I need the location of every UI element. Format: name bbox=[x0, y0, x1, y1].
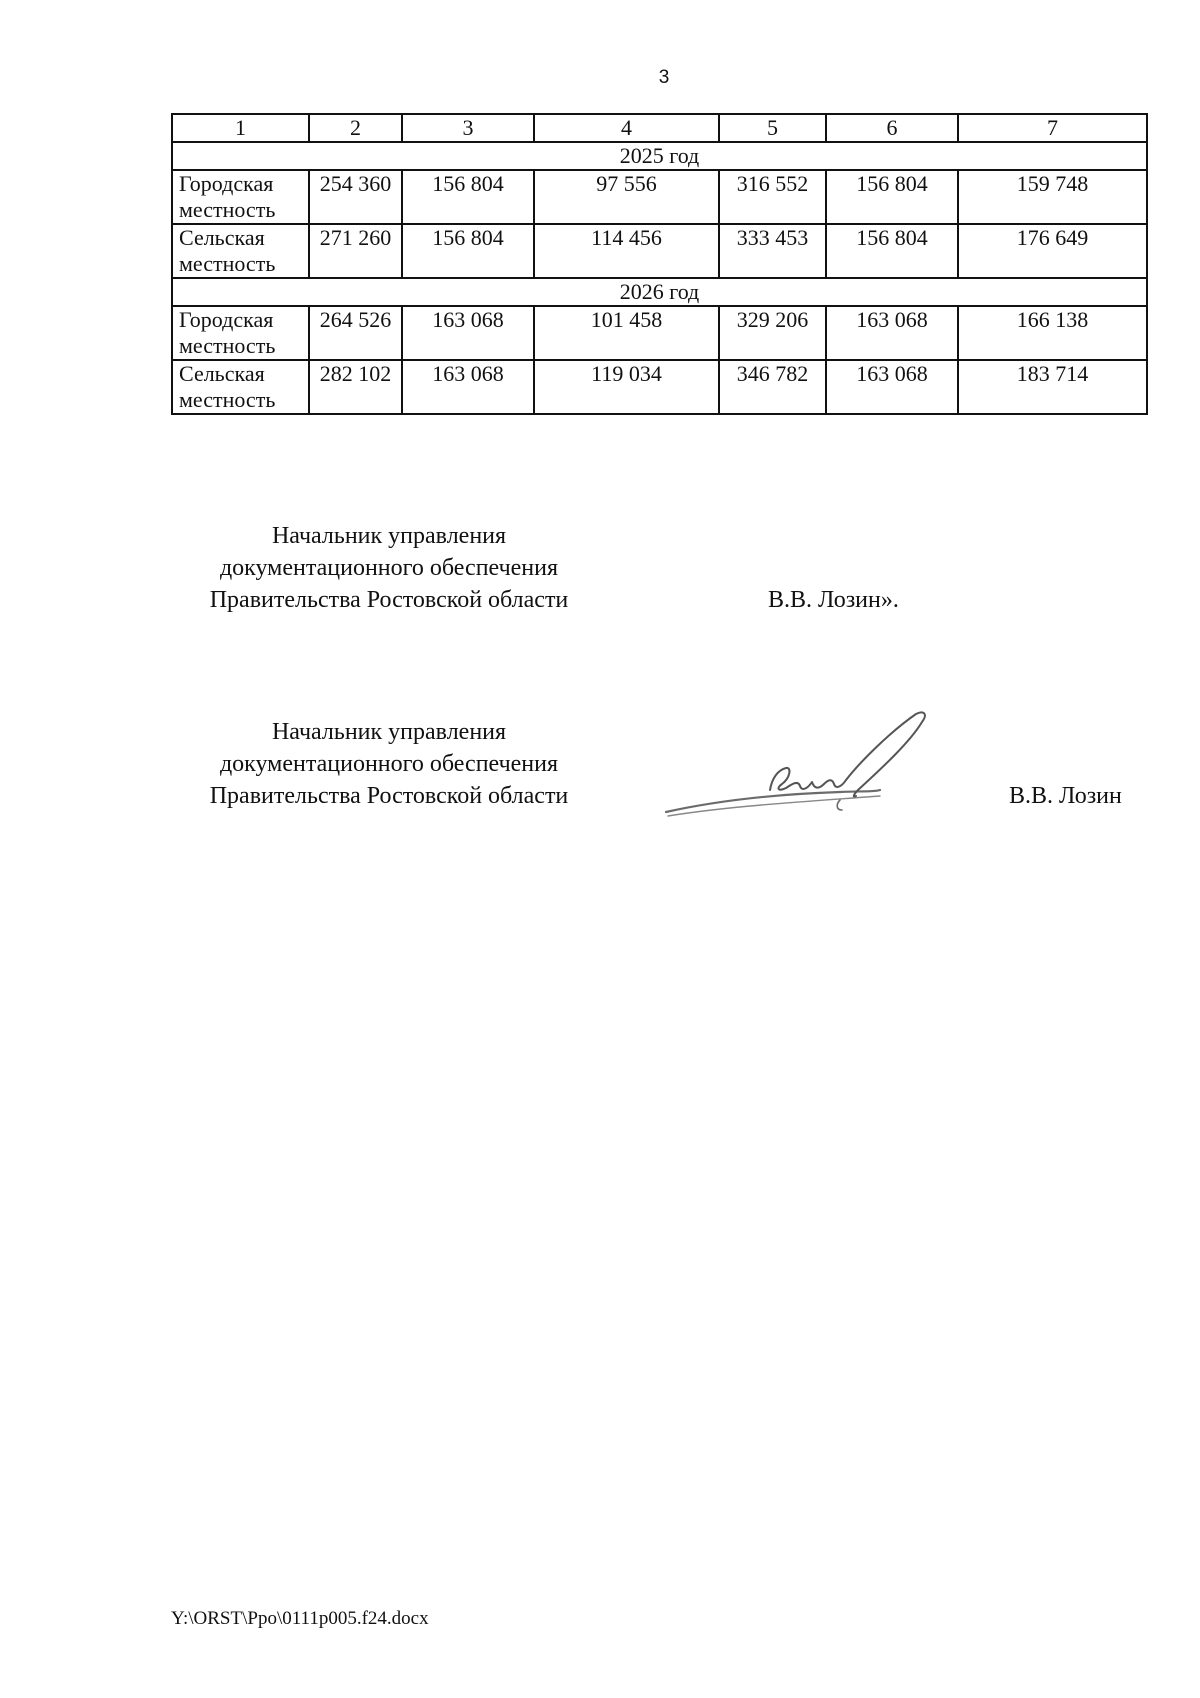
table-cell: 159 748 bbox=[958, 170, 1147, 224]
table-row bbox=[172, 360, 1147, 414]
signatory-name: В.В. Лозин bbox=[1009, 783, 1122, 809]
column-header: 1 bbox=[172, 114, 309, 142]
table-cell: 156 804 bbox=[402, 224, 534, 278]
column-header: 2 bbox=[309, 114, 402, 142]
table-cell: 163 068 bbox=[826, 306, 958, 360]
table-cell: 329 206 bbox=[719, 306, 826, 360]
column-header: 3 bbox=[402, 114, 534, 142]
signature-title-line: Правительства Ростовской области bbox=[209, 587, 569, 613]
table-cell: 114 456 bbox=[534, 224, 719, 278]
row-label: Сельская местность bbox=[172, 224, 309, 278]
table-cell: 156 804 bbox=[826, 224, 958, 278]
table-cell: 254 360 bbox=[309, 170, 402, 224]
table-cell: 333 453 bbox=[719, 224, 826, 278]
table-cell: 176 649 bbox=[958, 224, 1147, 278]
table-row bbox=[172, 170, 1147, 224]
signature-title-line: Начальник управления bbox=[271, 719, 507, 745]
signature-title-line: документационного обеспечения bbox=[219, 751, 559, 777]
table-cell: 316 552 bbox=[719, 170, 826, 224]
year-label: 2025 год bbox=[172, 142, 1147, 170]
table-cell: 156 804 bbox=[402, 170, 534, 224]
table-cell: 271 260 bbox=[309, 224, 402, 278]
file-path-footer: Y:\ORST\Ppo\0111p005.f24.docx bbox=[171, 1608, 429, 1629]
table-cell: 97 556 bbox=[534, 170, 719, 224]
table-header-row bbox=[172, 114, 1147, 142]
row-label: Городская местность bbox=[172, 306, 309, 360]
year-label: 2026 год bbox=[172, 278, 1147, 306]
column-header: 5 bbox=[719, 114, 826, 142]
year-section-row bbox=[172, 278, 1147, 306]
signature-block-title bbox=[171, 520, 607, 616]
table-cell: 156 804 bbox=[826, 170, 958, 224]
column-header: 7 bbox=[958, 114, 1147, 142]
table-row bbox=[172, 306, 1147, 360]
year-section-row bbox=[172, 142, 1147, 170]
row-label: Сельская местность bbox=[172, 360, 309, 414]
table-cell: 163 068 bbox=[402, 360, 534, 414]
table-cell: 163 068 bbox=[402, 306, 534, 360]
table-cell: 163 068 bbox=[826, 360, 958, 414]
signature-title-line: документационного обеспечения bbox=[219, 555, 559, 581]
signature-title-line: Правительства Ростовской области bbox=[209, 783, 569, 809]
table-cell: 101 458 bbox=[534, 306, 719, 360]
signature-title-line: Начальник управления bbox=[271, 523, 507, 549]
table-cell: 119 034 bbox=[534, 360, 719, 414]
row-label: Городская местность bbox=[172, 170, 309, 224]
table-row bbox=[172, 224, 1147, 278]
page-number: 3 bbox=[658, 67, 670, 88]
column-header: 6 bbox=[826, 114, 958, 142]
table-cell: 282 102 bbox=[309, 360, 402, 414]
signatory-name: В.В. Лозин». bbox=[768, 587, 899, 613]
signature-block-title bbox=[171, 716, 607, 812]
column-header: 4 bbox=[534, 114, 719, 142]
data-table bbox=[171, 113, 1148, 415]
table-cell: 346 782 bbox=[719, 360, 826, 414]
table-cell: 183 714 bbox=[958, 360, 1147, 414]
handwritten-signature bbox=[660, 708, 950, 838]
table-cell: 166 138 bbox=[958, 306, 1147, 360]
table-cell: 264 526 bbox=[309, 306, 402, 360]
